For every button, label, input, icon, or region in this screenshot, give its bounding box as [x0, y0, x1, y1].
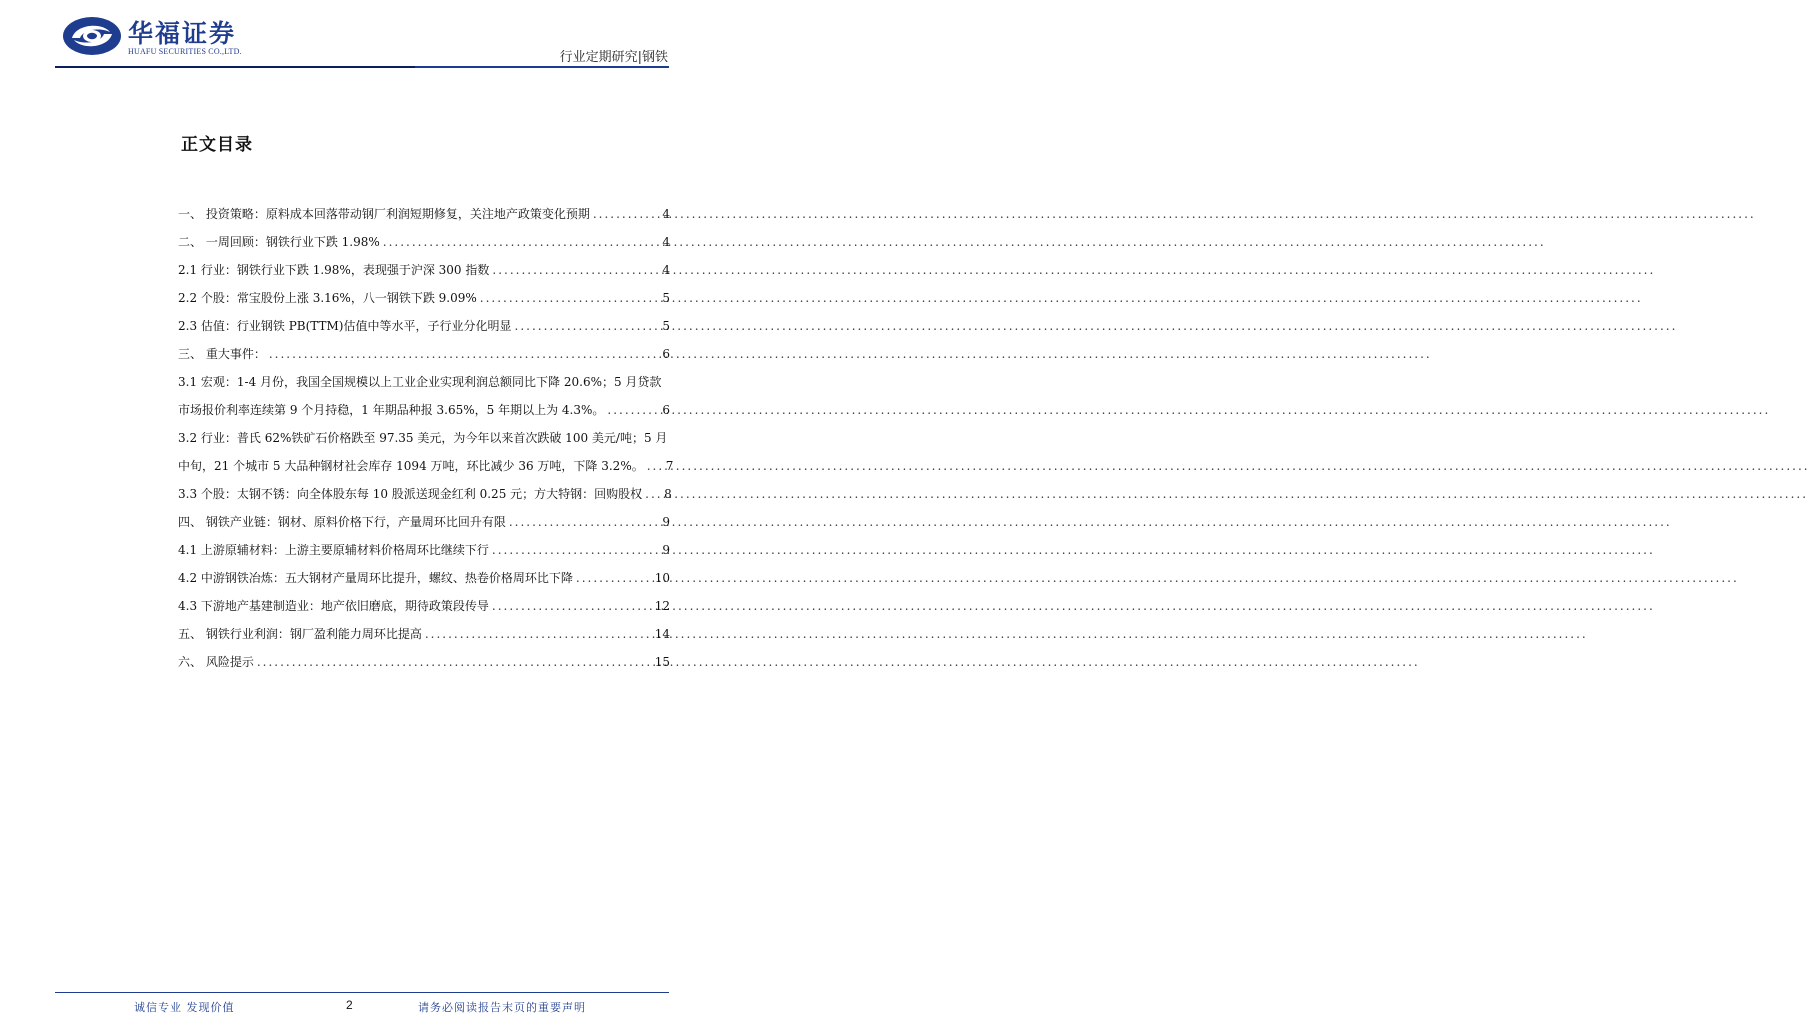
toc-page-number: 10 [654, 571, 670, 585]
toc-entry-text: 4.1 上游原辅材料：上游主要原辅材料价格周环比继续下行 [178, 543, 489, 557]
toc-entry-text: 六、 风险提示 [178, 655, 254, 669]
toc-page-number: 9 [662, 543, 670, 557]
toc-page-number: 4 [662, 207, 670, 221]
huafu-logo-icon [62, 16, 122, 56]
toc-entry[interactable] [178, 592, 670, 620]
toc-entry[interactable] [178, 284, 670, 312]
toc-dot-leader [607, 396, 659, 424]
toc-entry-text: 2.1 行业：钢铁行业下跌 1.98%，表现强于沪深 300 指数 [178, 263, 490, 277]
toc-page-number: 9 [662, 515, 670, 529]
report-type-label: 行业定期研究|钢铁 [559, 50, 668, 65]
toc-entry[interactable] [178, 312, 670, 340]
toc-dot-leader [492, 536, 659, 564]
toc-page-number: 5 [662, 319, 670, 333]
toc-entry[interactable] [178, 424, 674, 480]
toc-entry-text: 3.1 宏观：1-4 月份，我国全国规模以上工业企业实现利润总额同比下降 20.6%；5 月贷款 [178, 375, 662, 389]
toc-dot-leader [593, 200, 660, 228]
toc-entry[interactable] [178, 228, 670, 256]
toc-page-number: 8 [664, 487, 672, 501]
toc-entry-text: 四、 钢铁产业链：钢材、原料价格下行，产量周环比回升有限 [178, 515, 506, 529]
toc-entry[interactable] [178, 200, 670, 228]
toc-title: 正文目录 [181, 135, 253, 155]
toc-dot-leader [257, 648, 652, 676]
toc-entry-text: 二、 一周回顾：钢铁行业下跌 1.98% [178, 235, 380, 249]
toc-dot-leader [425, 620, 652, 648]
toc-entry-text: 3.3 个股：太钢不锈：向全体股东每 10 股派送现金红利 0.25 元；方大特钢：回购股权 [178, 487, 643, 501]
toc-page-number: 4 [662, 235, 670, 249]
footer-divider [55, 992, 669, 993]
toc-page-number: 6 [662, 403, 670, 417]
toc-entry[interactable] [178, 480, 670, 508]
toc-entry[interactable] [178, 620, 670, 648]
toc-entry-text: 4.2 中游钢铁冶炼：五大钢材产量周环比提升，螺纹、热卷价格周环比下降 [178, 571, 573, 585]
toc-entry-text: 2.2 个股：常宝股份上涨 3.16%，八一钢铁下跌 9.09% [178, 291, 477, 305]
toc-entry[interactable] [178, 368, 670, 424]
toc-dot-leader [269, 340, 660, 368]
toc-dot-leader [576, 564, 652, 592]
toc-entry[interactable] [178, 256, 670, 284]
header-divider-accent [55, 66, 415, 68]
toc-entry[interactable] [178, 564, 670, 592]
toc-page-number: 4 [662, 263, 670, 277]
logo-english-name: HUAFU SECURITIES CO.,LTD. [128, 47, 242, 56]
toc-dot-leader [515, 312, 660, 340]
toc-entry-text: 一、 投资策略：原料成本回落带动钢厂利润短期修复，关注地产政策变化预期 [178, 207, 590, 221]
toc-entry-text: 三、 重大事件： [178, 347, 266, 361]
toc-dot-leader [480, 284, 660, 312]
toc-page-number: 5 [662, 291, 670, 305]
toc-entry[interactable] [178, 340, 670, 368]
toc-page-number: 15 [654, 655, 670, 669]
toc-entry-text: 五、 钢铁行业利润：钢厂盈利能力周环比提高 [178, 627, 422, 641]
toc-dot-leader [492, 256, 659, 284]
toc-dot-leader [492, 592, 652, 620]
toc-entry[interactable] [178, 508, 670, 536]
toc-entry[interactable] [178, 536, 670, 564]
toc-page-number: 12 [654, 599, 670, 613]
company-logo [62, 14, 252, 60]
toc-dot-leader [645, 480, 661, 508]
toc-dot-leader [383, 228, 660, 256]
toc-entry-text: 3.2 行业：普氏 62%铁矿石价格跌至 97.35 美元，为今年以来首次跌破 100 美元/吨；5 月 [178, 431, 668, 445]
footer-slogan: 诚信专业 发现价值 [134, 1001, 235, 1014]
logo-chinese-name: 华福证券 [128, 19, 237, 48]
toc-dot-leader [647, 452, 663, 480]
page-number: 2 [346, 998, 353, 1012]
toc-page-number: 6 [662, 347, 670, 361]
toc-entry-text: 中旬，21 个城市 5 大品种钢材社会库存 1094 万吨，环比减少 36 万吨，下降 3.2%。 [178, 459, 644, 473]
toc-page-number: 7 [665, 459, 674, 473]
toc-entry-text: 市场报价利率连续第 9 个月持稳，1 年期品种报 3.65%，5 年期以上为 4.3%。 [178, 403, 605, 417]
toc-entry[interactable] [178, 648, 670, 676]
table-of-contents [178, 200, 674, 676]
toc-dot-leader [509, 508, 660, 536]
toc-entry-text: 4.3 下游地产基建制造业：地产依旧磨底，期待政策段传导 [178, 599, 489, 613]
footer-disclaimer: 请务必阅读报告末页的重要声明 [418, 1001, 586, 1014]
toc-page-number: 14 [654, 627, 670, 641]
toc-entry-text: 2.3 估值：行业钢铁 PB(TTM)估值中等水平，子行业分化明显 [178, 319, 512, 333]
